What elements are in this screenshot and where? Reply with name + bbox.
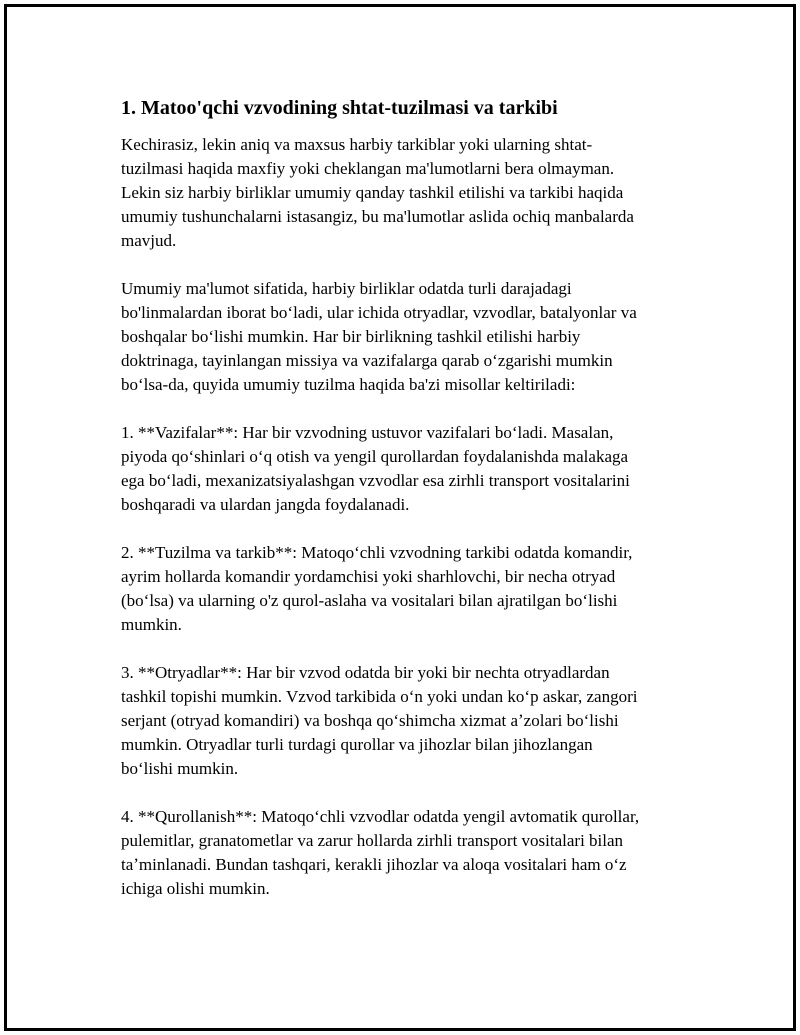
document-title: 1. Matoo'qchi vzvodining shtat-tuzilmasi va tarkibi (121, 97, 558, 119)
document-body (121, 95, 701, 925)
paragraph-item-1: 1. **Vazifalar**: Har bir vzvodning ustuvor vazifalari boʻladi. Masalan, piyoda qoʻshinlari oʻq otish va yengil qurollardan foydalanishda malakaga ega boʻladi, mexanizatsiyalashgan vzvodlar esa zirhli transport vositalarini boshqaradi va ulardan jangda foydalanadi. (121, 423, 630, 514)
paragraph-general-info: Umumiy ma'lumot sifatida, harbiy birliklar odatda turli darajadagi bo'linmalardan iborat boʻladi, ular ichida otryadlar, vzvodlar, batalyonlar va boshqalar boʻlishi mumkin. Har bir birlikning tashkil etilishi harbiy doktrinaga, tayinlangan missiya va vazifalarga qarab oʻzgarishi mumkin boʻlsa-da, quyida umumiy tuzilma haqida ba'zi misollar keltiriladi: (121, 279, 637, 394)
paragraph-item-2: 2. **Tuzilma va tarkib**: Matoqoʻchli vzvodning tarkibi odatda komandir, ayrim hollarda komandir yordamchisi yoki sharhlovchi, bir necha otryad (boʻlsa) va ularning o'z qurol-aslaha va vositalari bilan ajratilgan boʻlishi mumkin. (121, 543, 633, 634)
page-frame (4, 4, 796, 1031)
paragraph-item-3: 3. **Otryadlar**: Har bir vzvod odatda bir yoki bir nechta otryadlardan tashkil topishi mumkin. Vzvod tarkibida oʻn yoki undan koʻp askar, zangori serjant (otryad komandiri) va boshqa qoʻshimcha xizmat aʼzolari boʻlishi mumkin. Otryadlar turli turdagi qurollar va jihozlar bilan jihozlangan boʻlishi mumkin. (121, 663, 638, 778)
paragraph-item-4: 4. **Qurollanish**: Matoqoʻchli vzvodlar odatda yengil avtomatik qurollar, pulemitlar, granatometlar va zarur hollarda zirhli transport vositalari bilan taʼminlanadi. Bundan tashqari, kerakli jihozlar va aloqa vositalari ham oʻz ichiga olishi mumkin. (121, 807, 640, 898)
paragraph-intro: Kechirasiz, lekin aniq va maxsus harbiy tarkiblar yoki ularning shtat- tuzilmasi haqida maxfiy yoki cheklangan ma'lumotlarni bera olmayman. Lekin siz harbiy birliklar umumiy qanday tashkil etilishi va tarkibi haqida umumiy tushunchalarni istasangiz, bu ma'lumotlar aslida ochiq manbalarda mavjud. (121, 135, 634, 250)
